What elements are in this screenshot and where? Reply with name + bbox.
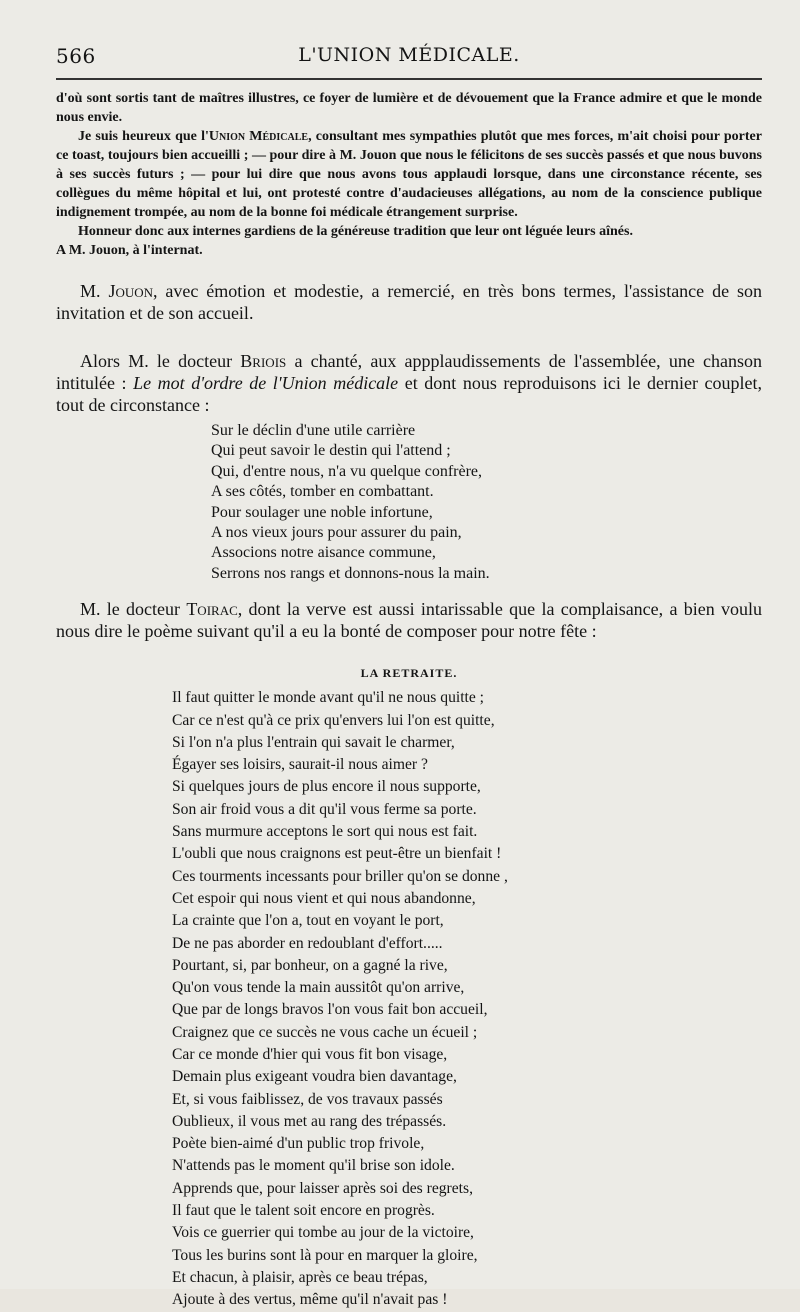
name-briois: Briois	[240, 351, 287, 371]
toast-section	[56, 89, 762, 260]
poem-line: Que par de longs bravos l'on vous fait bon accueil,	[172, 1001, 488, 1019]
poem-line: Son air froid vous a dit qu'il vous ferme sa porte.	[172, 800, 477, 818]
song-line: Pour soulager une noble infortune,	[211, 503, 433, 521]
poem-line: Cet espoir qui nous vient et qui nous abandonne,	[172, 889, 476, 907]
toirac-paragraph: M. le docteur Toirac, dont la verve est aussi intarissable que la complaisance, a bien voulu nous dire le poème suivant qu'il a eu la bonté de composer pour notre fête :	[56, 599, 762, 642]
poem-line: Si l'on n'a plus l'entrain qui savait le charmer,	[172, 733, 455, 751]
page-header	[56, 36, 762, 66]
toast-paragraph-2: Je suis heureux que l'Union Médicale, consultant mes sympathies plutôt que mes forces, m'ait choisi pour porter ce toast, toujours bien accueilli ; — pour dire à M. Jouon que nous le félicitons de ses succès passés et que nous buvons à ses succès futurs ; — pour lui dire que nous avons tous applaudi lorsque, dans une circonstance récente, ses collègues du même hôpital et lui, ont protesté contre d'audacieuses allégations, au nom de la conscience publique indignement trompée, au nom de la bonne foi médicale étrangement surprise.	[56, 129, 762, 220]
poem-line: Il faut quitter le monde avant qu'il ne nous quitte ;	[172, 689, 485, 707]
running-title: L'UNION MÉDICALE.	[298, 44, 520, 66]
poem-line: Ajoute à des vertus, même qu'il n'avait pas !	[172, 1291, 448, 1309]
poem-line: Car ce monde d'hier qui vous fit bon visage,	[172, 1046, 448, 1063]
name-jouon: Jouon	[108, 281, 153, 301]
song-line: A ses côtés, tomber en combattant.	[211, 483, 434, 501]
page-number: 566	[56, 44, 96, 68]
poem-line: Qu'on vous tende la main aussitôt qu'on arrive,	[172, 979, 465, 997]
poem-line: Craignez que ce succès ne vous cache un écueil ;	[172, 1023, 478, 1041]
poem-line: Tous les burins sont là pour en marquer la gloire,	[172, 1246, 478, 1264]
poem-line: Oublieux, il vous met au rang des trépassés.	[172, 1112, 447, 1130]
song-line: A nos vieux jours pour assurer du pain,	[211, 524, 462, 542]
poem-line: Car ce n'est qu'à ce prix qu'envers lui l'on est quitte,	[172, 711, 495, 729]
poem-line: Apprends que, pour laisser après soi des regrets,	[172, 1179, 473, 1197]
jouon-section	[56, 280, 762, 324]
poem-line: Vois ce guerrier qui tombe au jour de la victoire,	[172, 1224, 474, 1242]
poem-line: Demain plus exigeant voudra bien davantage,	[172, 1068, 457, 1086]
poem-line: L'oubli que nous craignons est peut-être un bienfait !	[172, 845, 502, 863]
song-title: Le mot d'ordre de l'Union médicale	[133, 373, 399, 393]
header-rule	[56, 78, 762, 80]
toast-paragraph-4: A M. Jouon, à l'internat.	[56, 243, 203, 258]
poem-line: Sans murmure acceptons le sort qui nous est fait.	[172, 823, 478, 841]
song-line: Sur le déclin d'une utile carrière	[211, 422, 416, 439]
poem-line: Et, si vous faiblissez, de vos travaux passés	[172, 1090, 443, 1108]
jouon-paragraph: M. Jouon, avec émotion et modestie, a remercié, en très bons termes, l'assistance de son invitation et de son accueil.	[56, 281, 762, 323]
poem-line: Pourtant, si, par bonheur, on a gagné la rive,	[172, 956, 448, 974]
briois-paragraph: Alors M. le docteur Briois a chanté, aux appplaudissements de l'assemblée, une chanson intitulée : Le mot d'ordre de l'Union médicale et dont nous reproduisons ici le dernier couplet, tout de circonstance :	[56, 351, 762, 415]
song-line: Associons notre aisance commune,	[211, 544, 436, 562]
poem-line: N'attends pas le moment qu'il brise son idole.	[172, 1157, 455, 1175]
poem-line: La crainte que l'on a, tout en voyant le port,	[172, 912, 444, 930]
poem-line: De ne pas aborder en redoublant d'effort.....	[172, 934, 443, 952]
poem-line: Si quelques jours de plus encore il nous supporte,	[172, 778, 481, 796]
journal-name: Union Médicale	[208, 129, 309, 144]
song-line: Qui, d'entre nous, n'a vu quelque confrère,	[211, 462, 483, 480]
poem-line: Il faut que le talent soit encore en progrès.	[172, 1202, 435, 1220]
poem-title: LA RETRAITE.	[360, 666, 458, 681]
toast-paragraph-3: Honneur donc aux internes gardiens de la généreuse tradition que leur ont léguée leurs aînés.	[78, 224, 633, 239]
briois-section	[56, 350, 762, 416]
song-line: Qui peut savoir le destin qui l'attend ;	[211, 442, 451, 460]
poem-line: Ces tourments incessants pour briller qu'on se donne ,	[172, 867, 508, 885]
poem-line: Et chacun, à plaisir, après ce beau trépas,	[172, 1268, 428, 1286]
poem-line: Poète bien-aimé d'un public trop frivole,	[172, 1135, 425, 1153]
name-toirac: Toirac	[186, 599, 238, 620]
poem-line: Égayer ses loisirs, saurait-il nous aimer ?	[172, 756, 428, 774]
poem-body	[172, 687, 762, 1311]
toirac-section	[56, 598, 762, 642]
song-line: Serrons nos rangs et donnons-nous la main.	[211, 564, 490, 582]
song-couplet	[211, 421, 762, 584]
toast-paragraph-1: d'où sont sortis tant de maîtres illustres, ce foyer de lumière et de dévouement que la France admire et que le monde nous envie.	[56, 91, 762, 125]
